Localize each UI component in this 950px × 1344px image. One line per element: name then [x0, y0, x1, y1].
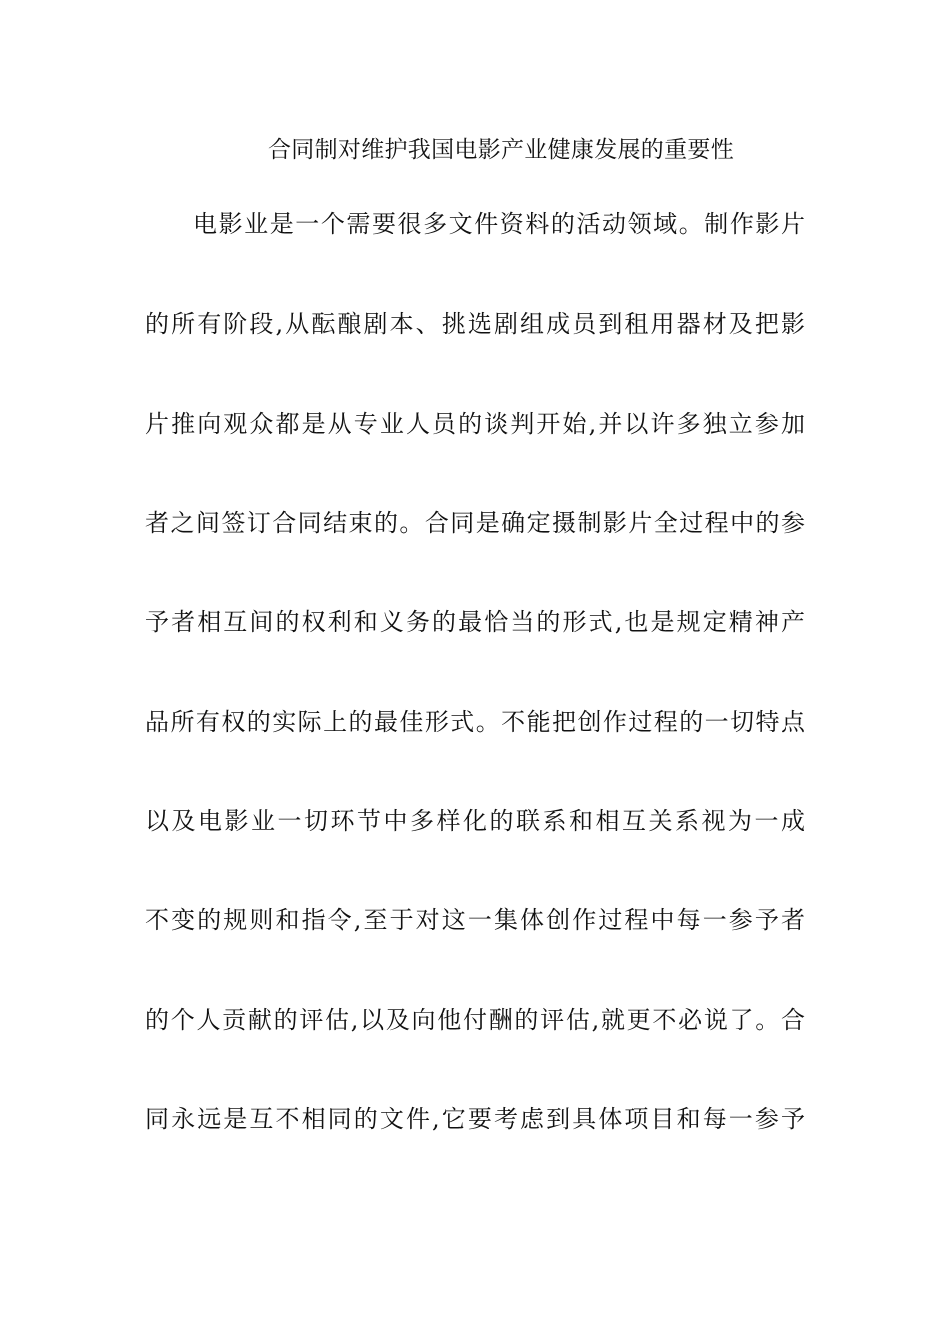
paragraph-line: 电影业是一个需要很多文件资料的活动领域。制作影片	[193, 210, 805, 238]
paragraph-line: 者之间签订合同结束的。合同是确定摄制影片全过程中的参	[145, 509, 805, 537]
paragraph-line: 予者相互间的权利和义务的最恰当的形式,也是规定精神产	[145, 608, 805, 636]
paragraph-line: 的个人贡献的评估,以及向他付酬的评估,就更不必说了。合	[145, 1006, 805, 1034]
paragraph-line: 片推向观众都是从专业人员的谈判开始,并以许多独立参加	[145, 410, 805, 438]
paragraph-line: 的所有阶段,从酝酿剧本、挑选剧组成员到租用器材及把影	[145, 310, 805, 338]
paragraph-line: 以及电影业一切环节中多样化的联系和相互关系视为一成	[145, 807, 805, 835]
document-title	[0, 132, 950, 168]
paragraph-line: 品所有权的实际上的最佳形式。不能把创作过程的一切特点	[145, 708, 805, 736]
document-title-text: 合同制对维护我国电影产业健康发展的重要性	[268, 137, 734, 163]
paragraph-line: 不变的规则和指令,至于对这一集体创作过程中每一参予者	[145, 906, 805, 934]
paragraph-line: 同永远是互不相同的文件,它要考虑到具体项目和每一参予	[145, 1105, 805, 1133]
